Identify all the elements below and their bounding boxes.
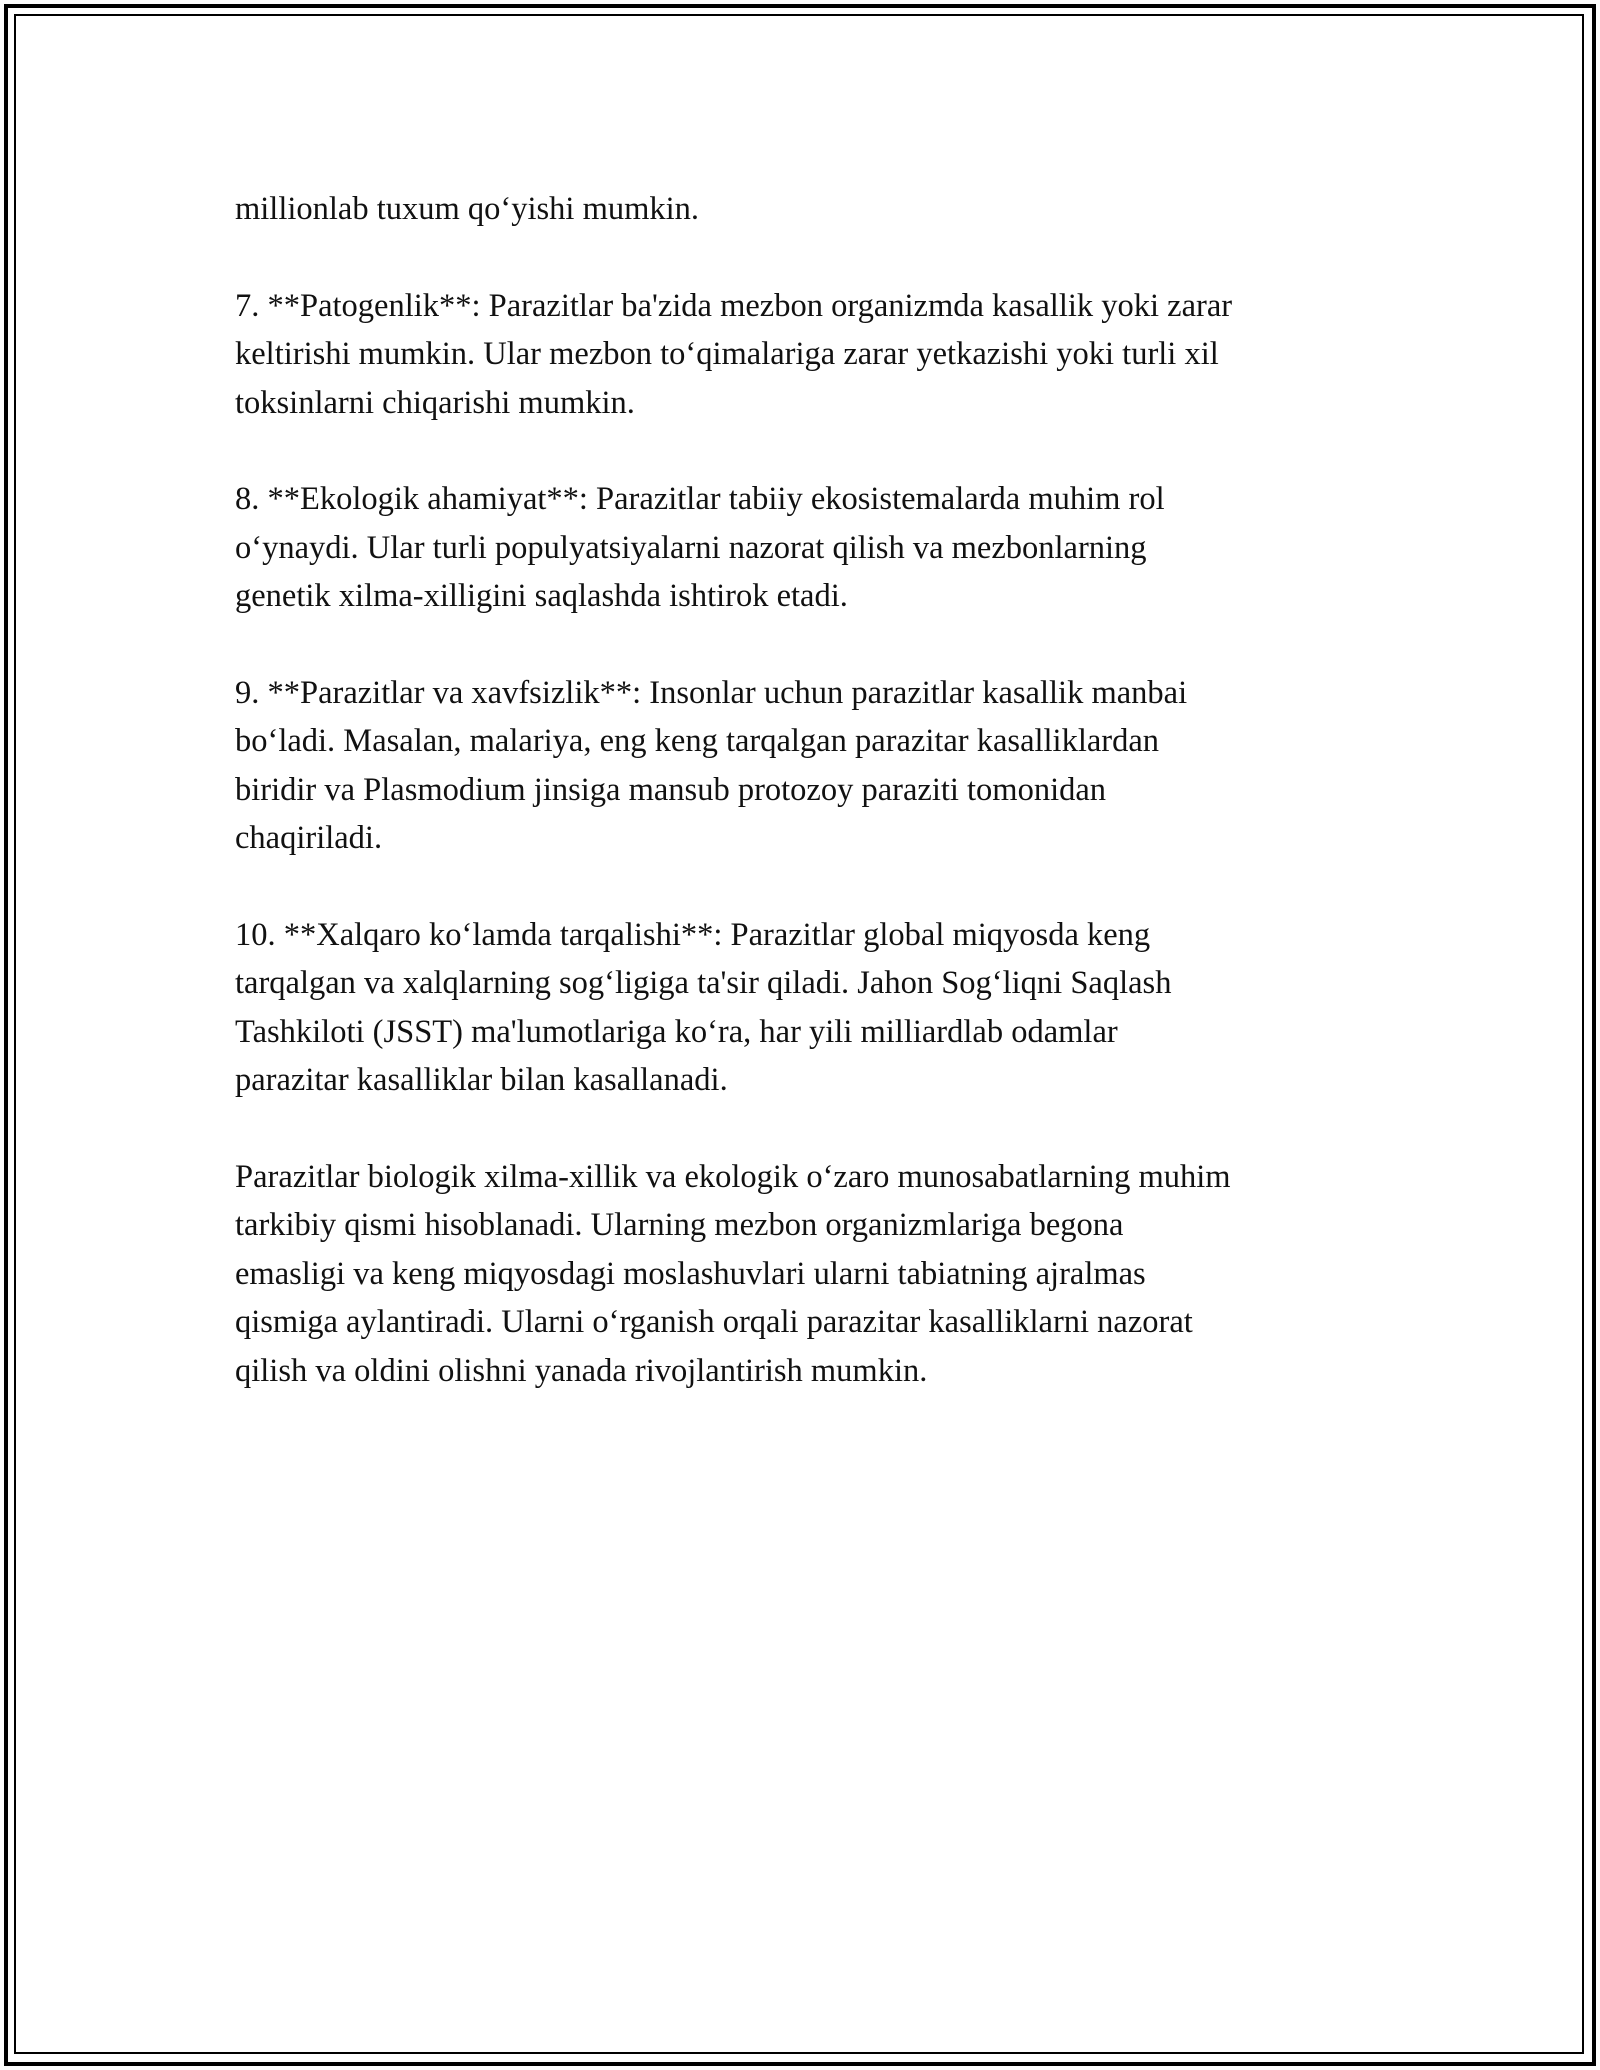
document-body <box>235 185 1375 1443</box>
paragraph-conclusion: Parazitlar biologik xilma-xillik va ekologik o‘zaro munosabatlarning muhim tarkibiy qismi hisoblanadi. Ularning mezbon organizmlariga begona emasligi va keng miqyosdagi moslashuvlari ularni tabiatning ajralmas qismiga aylantiradi. Ularni o‘rganish orqali parazitar kasalliklarni nazorat qilish va oldini olishni yanada rivojlantirish mumkin. <box>235 1158 1231 1389</box>
paragraph-ekologik-ahamiyat: 8. **Ekologik ahamiyat**: Parazitlar tabiiy ekosistemalarda muhim rol o‘ynaydi. Ular turli populyatsiyalarni nazorat qilish va mezbonlarning genetik xilma-xilligini saqlashda ishtirok etadi. <box>235 481 1165 614</box>
paragraph-parazitlar-va-xavfsizlik: 9. **Parazitlar va xavfsizlik**: Insonlar uchun parazitlar kasallik manbai bo‘ladi. Masalan, malariya, eng keng tarqalgan parazitar kasalliklardan biridir va Plasmodium jinsiga mansub protozoy paraziti tomonidan chaqiriladi. <box>235 674 1188 856</box>
paragraph-patogenlik: 7. **Patogenlik**: Parazitlar ba'zida mezbon organizmda kasallik yoki zarar keltirishi mumkin. Ular mezbon to‘qimalariga zarar yetkazishi yoki turli xil toksinlarni chiqarishi mumkin. <box>235 287 1233 421</box>
paragraph-xalqaro-tarqalishi: 10. **Xalqaro ko‘lamda tarqalishi**: Parazitlar global miqyosda keng tarqalgan va xalqlarning sog‘ligiga ta'sir qiladi. Jahon Sog‘liqni Saqlash Tashkiloti (JSST) ma'lumotlariga ko‘ra, har yili milliardlab odamlar parazitar kasalliklar bilan kasallanadi. <box>235 916 1172 1098</box>
paragraph-continuation: millionlab tuxum qo‘yishi mumkin. <box>235 191 700 227</box>
